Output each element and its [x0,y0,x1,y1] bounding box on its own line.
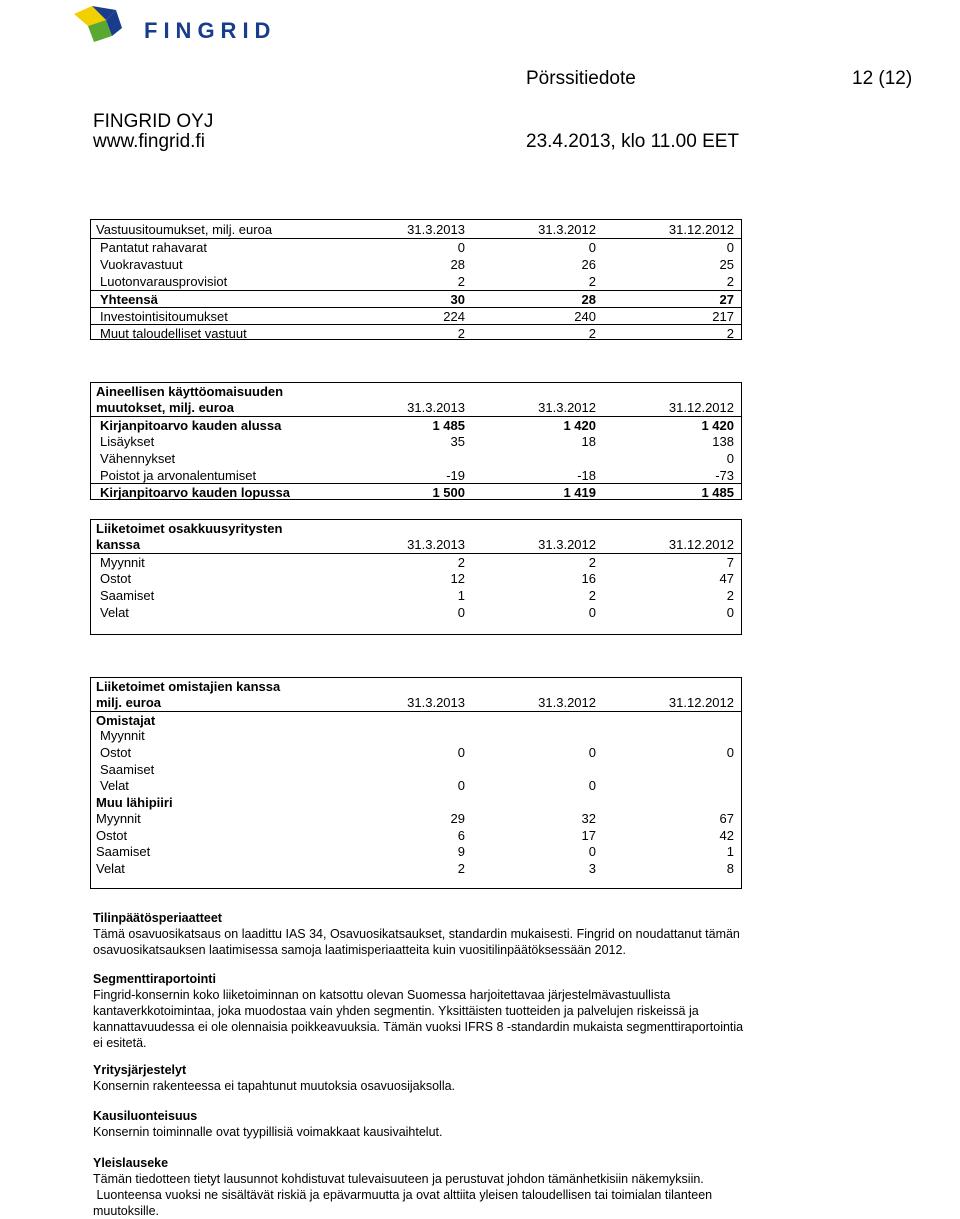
table-title: muutokset, milj. euroa [96,400,234,415]
fixed-assets-table [90,382,742,500]
cell-value: 9 [457,844,465,859]
row-label: Ostot [100,571,132,586]
cell-value: 1 420 [563,418,596,433]
cell-value: 2 [726,274,734,289]
section-line: Konsernin toiminnalle ovat tyypillisiä voimakkaat kausivaihtelut. [93,1125,443,1139]
cell-value: 18 [581,434,596,449]
col-header: 31.3.2013 [407,695,465,710]
cell-value: 138 [712,434,734,449]
cell-value: 2 [457,861,465,876]
section-heading: Tilinpäätösperiaatteet [93,911,222,925]
section-segment-reporting [93,971,793,1051]
cell-value: -19 [446,468,465,483]
table-row [91,256,741,273]
table-row [91,604,741,621]
table-title-row [91,383,741,400]
table-row [91,416,741,434]
section-heading: Yritysjärjestelyt [93,1063,187,1077]
row-label: Kirjanpitoarvo kauden alussa [100,418,282,433]
group-label: Muu lähipiiri [96,795,173,810]
cell-value: 1 419 [563,485,596,500]
cell-value: 1 [726,844,734,859]
cell-value: 1 [457,588,465,603]
cell-value: 0 [588,778,596,793]
row-label: Velat [96,861,125,876]
row-label: Poistot ja arvonalentumiset [100,468,257,483]
table-title: Liiketoimet omistajien kanssa [96,679,281,694]
cell-value: 0 [588,745,596,760]
cell-value: 12 [450,571,465,586]
cell-value: 27 [719,292,734,307]
section-seasonality [93,1108,793,1140]
row-label: Investointisitoumukset [100,309,228,324]
table-row [91,570,741,587]
row-label: Saamiset [100,762,155,777]
cell-value: 0 [588,844,596,859]
cell-value: 26 [581,257,596,272]
cell-value: 0 [726,745,734,760]
cell-value: 7 [726,555,734,570]
table-row-total [91,290,741,308]
table-row [91,307,741,325]
col-header: 31.12.2012 [668,695,734,710]
table-row [91,587,741,604]
table-row [91,273,741,290]
table-title-row [91,678,741,695]
table-header-row [91,221,741,238]
associates-table [90,519,742,635]
cell-value: 25 [719,257,734,272]
row-label: Myynnit [100,728,145,743]
table-header-row [91,399,741,416]
row-label: Saamiset [96,844,151,859]
section-line: kantaverkkotoimintaa, joka muodostaa vain yhden segmentin. Yksittäisten tuotteiden ja palvelujen riskeissä ja [93,1004,699,1018]
table-title-row [91,520,741,537]
row-label: Kirjanpitoarvo kauden lopussa [100,485,290,500]
col-header: 31.3.2012 [538,695,596,710]
cell-value: -73 [715,468,734,483]
table-row [91,727,741,744]
row-label: Luotonvarausprovisiot [100,274,228,289]
table-title: Aineellisen käyttöomaisuuden [96,384,284,399]
row-label: Myynnit [96,811,141,826]
row-label: Velat [100,605,129,620]
logo-text: FINGRID [144,18,277,43]
table-row [91,467,741,484]
table-title: kanssa [96,537,141,552]
cell-value: 32 [581,811,596,826]
table-row [91,860,741,877]
cell-value: 0 [726,605,734,620]
col-header: 31.3.2013 [407,537,465,552]
table-row [91,324,741,342]
cell-value: 3 [588,861,596,876]
document-title: Pörssitiedote [526,68,636,89]
row-label: Lisäykset [100,434,155,449]
cell-value: 47 [719,571,734,586]
section-line: Konsernin rakenteessa ei tapahtunut muutoksia osavuosijaksolla. [93,1079,456,1093]
section-line: ei esitetä. [93,1036,147,1050]
cell-value: 42 [719,828,734,843]
table-title: Liiketoimet osakkuusyritysten [96,521,283,536]
row-label: Pantatut rahavarat [100,240,207,255]
website-link[interactable]: www.fingrid.fi [93,131,205,152]
table-row [91,827,741,844]
table-row [91,777,741,794]
cell-value: 1 485 [432,418,465,433]
owners-table [90,677,742,889]
cell-value: 16 [581,571,596,586]
section-heading: Segmenttiraportointi [93,972,216,986]
cell-value: 2 [588,588,596,603]
cell-value: 2 [588,555,596,570]
section-business-combinations [93,1062,793,1094]
row-label: Yhteensä [100,292,158,307]
cell-value: 1 485 [701,485,734,500]
table-row [91,744,741,761]
section-line: osavuosikatsauksen laatimisessa samoja laatimisperiaatteita kuin vuositilinpäätöksessään 2012. [93,943,626,957]
cell-value: 28 [581,292,596,307]
section-accounting-policies [93,910,793,958]
group-row [91,794,741,811]
row-label: Vuokravastuut [100,257,183,272]
row-label: Ostot [96,828,128,843]
row-label: Vähennykset [100,451,176,466]
cell-value: 67 [719,811,734,826]
cell-value: 29 [450,811,465,826]
cell-value: 0 [726,240,734,255]
col-header: 31.12.2012 [668,537,734,552]
cell-value: 2 [588,326,596,341]
cell-value: 0 [726,451,734,466]
section-line: muutoksille. [93,1204,159,1218]
cell-value: 30 [450,292,465,307]
cell-value: 240 [574,309,596,324]
cell-value: 0 [588,605,596,620]
table-row [91,450,741,467]
section-line: Tämä osavuosikatsaus on laadittu IAS 34, Osavuosikatsaukset, standardin mukaisesti. Fingrid on noudattanut tämän [93,927,740,941]
fingrid-logo [72,2,302,44]
cell-value: 17 [581,828,596,843]
cell-value: 0 [457,605,465,620]
table-row [91,433,741,450]
cell-value: 0 [457,240,465,255]
company-name: FINGRID OYJ [93,111,214,132]
group-label: Omistajat [96,713,156,728]
section-line: Fingrid-konsernin koko liiketoiminnan on katsottu olevan Suomessa harjoitettavaa järjestelmävastuullista [93,988,671,1002]
table-row [91,761,741,778]
cell-value: -18 [577,468,596,483]
cell-value: 0 [457,778,465,793]
table-row [91,843,741,860]
col-header: 31.12.2012 [668,222,734,237]
cell-value: 224 [443,309,465,324]
row-label: Ostot [100,745,132,760]
col-header: 31.3.2012 [538,222,596,237]
table-title: milj. euroa [96,695,162,710]
table-row-total [91,483,741,501]
cell-value: 2 [457,274,465,289]
table-row [91,238,741,256]
section-line: kannattavuudessa ei ole olennaisia poikkeavuuksia. Tämän vuoksi IFRS 8 -standardin mukaista segmenttiraportointia [93,1020,744,1034]
section-line: Luonteensa vuoksi ne sisältävät riskiä ja epävarmuutta ja ovat alttiita yleisen taloudellisen tai toimialan tilanteen [93,1188,713,1202]
cell-value: 0 [588,240,596,255]
table-row [91,810,741,827]
cell-value: 2 [726,326,734,341]
col-header: 31.3.2013 [407,222,465,237]
col-header: 31.3.2012 [538,400,596,415]
cell-value: 0 [457,745,465,760]
cell-value: 8 [726,861,734,876]
table-header-row [91,694,741,711]
cell-value: 1 420 [701,418,734,433]
cell-value: 6 [457,828,465,843]
release-datetime: 23.4.2013, klo 11.00 EET [526,131,740,152]
section-heading: Yleislauseke [93,1156,169,1170]
section-heading: Kausiluonteisuus [93,1109,198,1123]
table-title: Vastuusitoumukset, milj. euroa [96,222,273,237]
page-number: 12 (12) [852,68,913,89]
cell-value: 35 [450,434,465,449]
col-header: 31.12.2012 [668,400,734,415]
cell-value: 2 [457,326,465,341]
row-label: Velat [100,778,129,793]
cell-value: 2 [726,588,734,603]
cell-value: 217 [712,309,734,324]
commitments-table [90,219,742,340]
table-header-row [91,536,741,553]
cell-value: 2 [457,555,465,570]
cell-value: 1 500 [432,485,465,500]
row-label: Muut taloudelliset vastuut [100,326,247,341]
row-label: Saamiset [100,588,155,603]
col-header: 31.3.2012 [538,537,596,552]
cell-value: 28 [450,257,465,272]
section-disclaimer [93,1155,793,1219]
col-header: 31.3.2013 [407,400,465,415]
table-row [91,553,741,571]
cell-value: 2 [588,274,596,289]
section-line: Tämän tiedotteen tietyt lausunnot kohdistuvat tulevaisuuteen ja perustuvat johdon tämänhetkisiin näkemyksiin. [93,1172,704,1186]
row-label: Myynnit [100,555,145,570]
